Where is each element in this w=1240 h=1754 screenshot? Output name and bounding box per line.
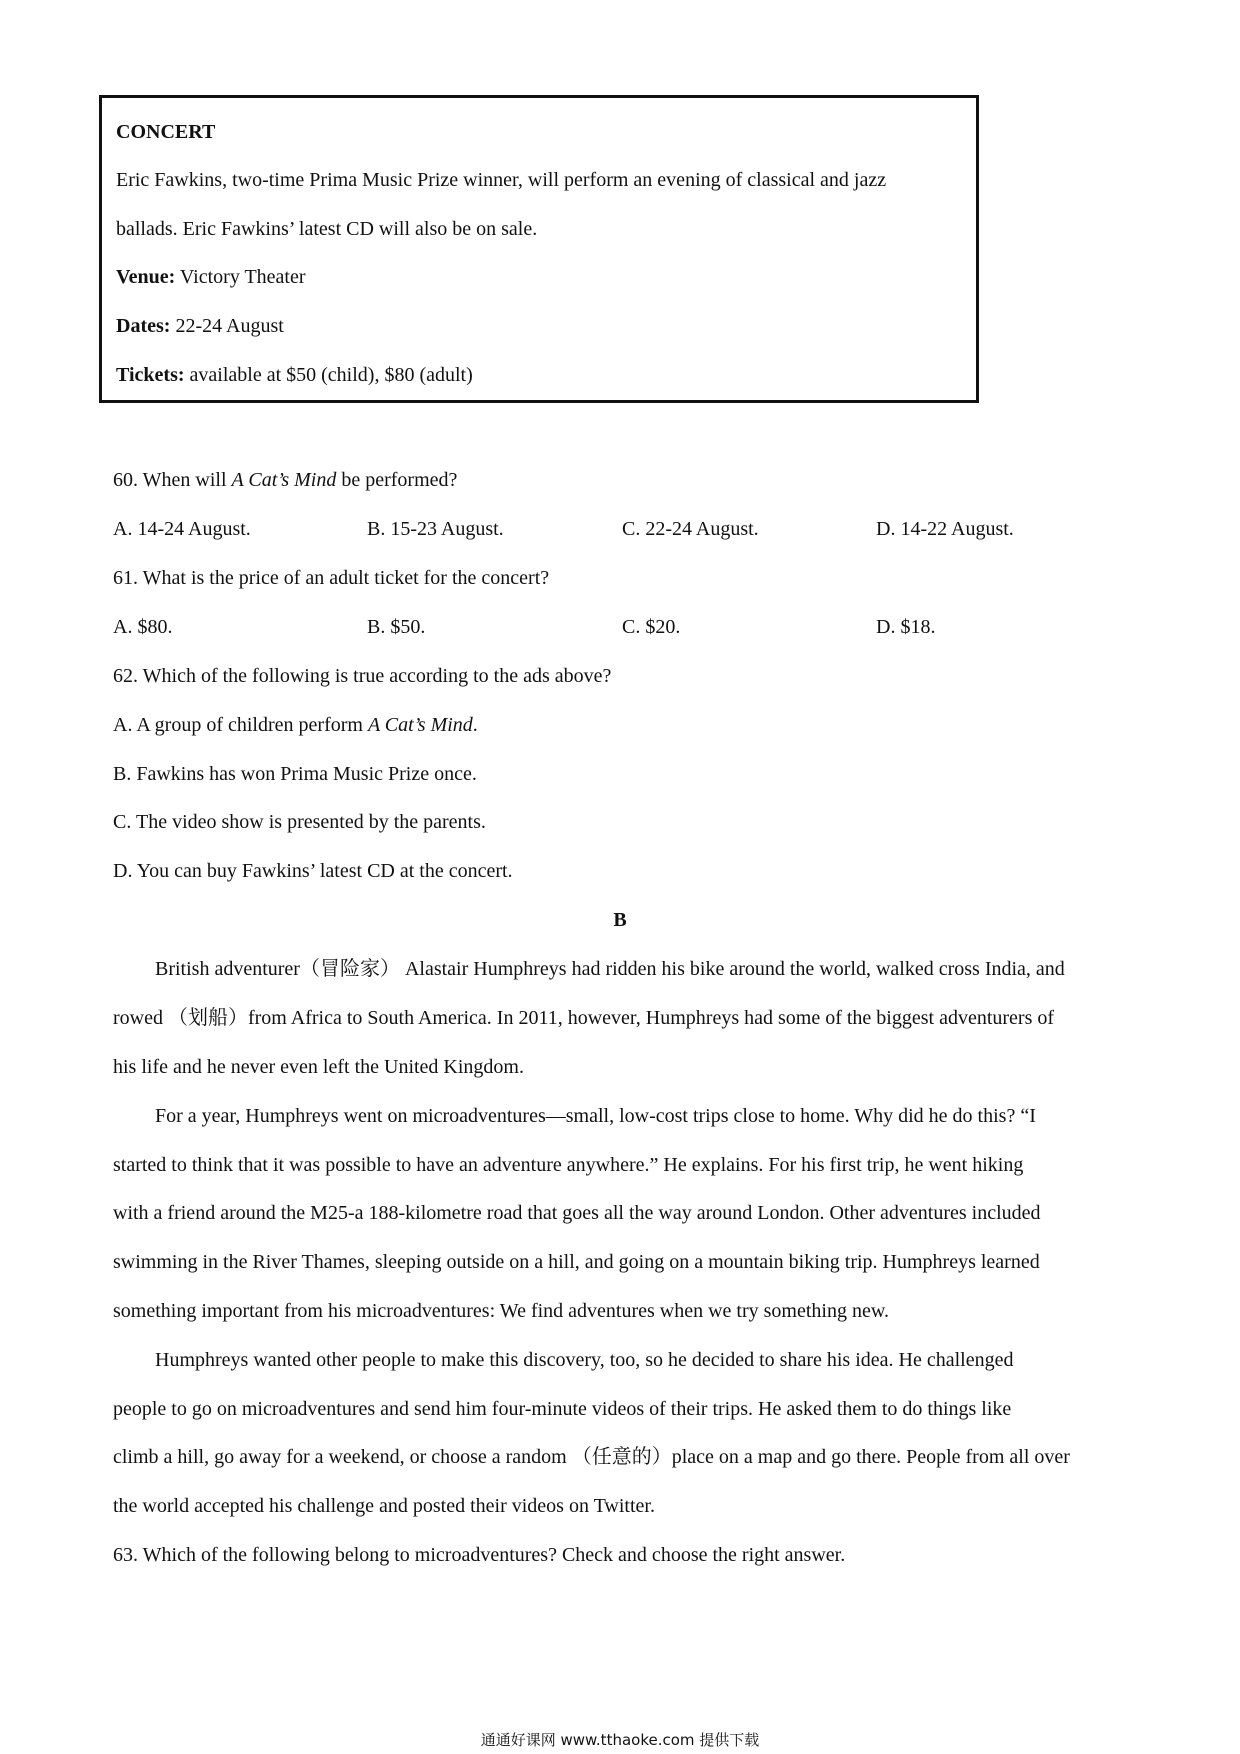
paragraph-2-line-2: started to think that it was possible to have an adventure anywhere.” He explains. For his first trip, he went hiking <box>113 1154 1024 1176</box>
paragraph-2-line-3: with a friend around the M25-a 188-kilometre road that goes all the way around London. Other adventures included <box>113 1202 1041 1224</box>
paragraph-2-line-1: For a year, Humphreys went on microadventures—small, low-cost trips close to home. Why did he do this? “I <box>155 1105 1036 1127</box>
concert-ad-box <box>99 95 979 403</box>
footer-source: 通通好课网 www.tthaoke.com 提供下载 <box>480 1731 760 1749</box>
dates-value: 22-24 August <box>170 315 284 337</box>
paragraph-1-line-1: British adventurer（冒险家） Alastair Humphreys had ridden his bike around the world, walked cross India, and <box>155 958 1065 980</box>
tickets-value: available at $50 (child), $80 (adult) <box>184 364 473 386</box>
question-61-option-d[interactable]: D. $18. <box>876 616 936 638</box>
paragraph-1-line-2: rowed （划船）from Africa to South America. In 2011, however, Humphreys had some of the biggest adventurers of <box>113 1007 1055 1029</box>
ad-tickets <box>116 363 473 387</box>
question-61-option-b[interactable]: B. $50. <box>367 616 426 638</box>
paragraph-3-line-4: the world accepted his challenge and posted their videos on Twitter. <box>113 1495 655 1517</box>
ad-venue <box>116 265 306 289</box>
question-63: 63. Which of the following belong to microadventures? Check and choose the right answer. <box>113 1544 846 1566</box>
paragraph-1-line-3: his life and he never even left the United Kingdom. <box>113 1056 524 1078</box>
question-60-title: A Cat’s Mind <box>231 469 337 491</box>
paragraph-2-line-4: swimming in the River Thames, sleeping outside on a hill, and going on a mountain biking trip. Humphreys learned <box>113 1251 1040 1273</box>
question-62-option-c[interactable]: C. The video show is presented by the parents. <box>113 811 486 833</box>
question-60 <box>113 468 457 492</box>
ad-description-line-1: Eric Fawkins, two-time Prima Music Prize winner, will perform an evening of classical and jazz <box>116 169 887 191</box>
question-61: 61. What is the price of an adult ticket for the concert? <box>113 567 550 589</box>
question-60-option-d[interactable]: D. 14-22 August. <box>876 518 1014 540</box>
question-60-prefix: 60. When will <box>113 469 232 491</box>
dates-label: Dates: <box>116 315 171 337</box>
venue-value: Victory Theater <box>175 266 306 288</box>
paragraph-2-line-5: something important from his microadventures: We find adventures when we try something new. <box>113 1300 889 1322</box>
section-b-heading: B <box>613 909 627 931</box>
ad-description-line-2: ballads. Eric Fawkins’ latest CD will also be on sale. <box>116 218 538 240</box>
question-60-option-b[interactable]: B. 15-23 August. <box>367 518 504 540</box>
question-62-option-b[interactable]: B. Fawkins has won Prima Music Prize once. <box>113 763 477 785</box>
paragraph-3-line-2: people to go on microadventures and send him four-minute videos of their trips. He asked them to do things like <box>113 1398 1012 1420</box>
question-62: 62. Which of the following is true according to the ads above? <box>113 665 612 687</box>
question-60-suffix: be performed? <box>336 469 458 491</box>
venue-label: Venue: <box>116 266 176 288</box>
question-62-option-a-title: A Cat’s Mind <box>367 714 473 736</box>
ad-dates <box>116 314 284 338</box>
question-62-option-a[interactable] <box>113 713 478 737</box>
question-60-option-a[interactable]: A. 14-24 August. <box>113 518 251 540</box>
question-62-option-d[interactable]: D. You can buy Fawkins’ latest CD at the concert. <box>113 860 513 882</box>
question-62-option-a-suffix: . <box>472 714 478 736</box>
ad-title: CONCERT <box>116 121 216 143</box>
question-60-option-c[interactable]: C. 22-24 August. <box>622 518 759 540</box>
question-61-option-a[interactable]: A. $80. <box>113 616 173 638</box>
paragraph-3-line-3: climb a hill, go away for a weekend, or choose a random （任意的）place on a map and go there. People from all over <box>113 1446 1070 1468</box>
tickets-label: Tickets: <box>116 364 185 386</box>
question-62-option-a-prefix: A. A group of children perform <box>113 714 368 736</box>
paragraph-3-line-1: Humphreys wanted other people to make this discovery, too, so he decided to share his idea. He challenged <box>155 1349 1014 1371</box>
question-61-option-c[interactable]: C. $20. <box>622 616 681 638</box>
